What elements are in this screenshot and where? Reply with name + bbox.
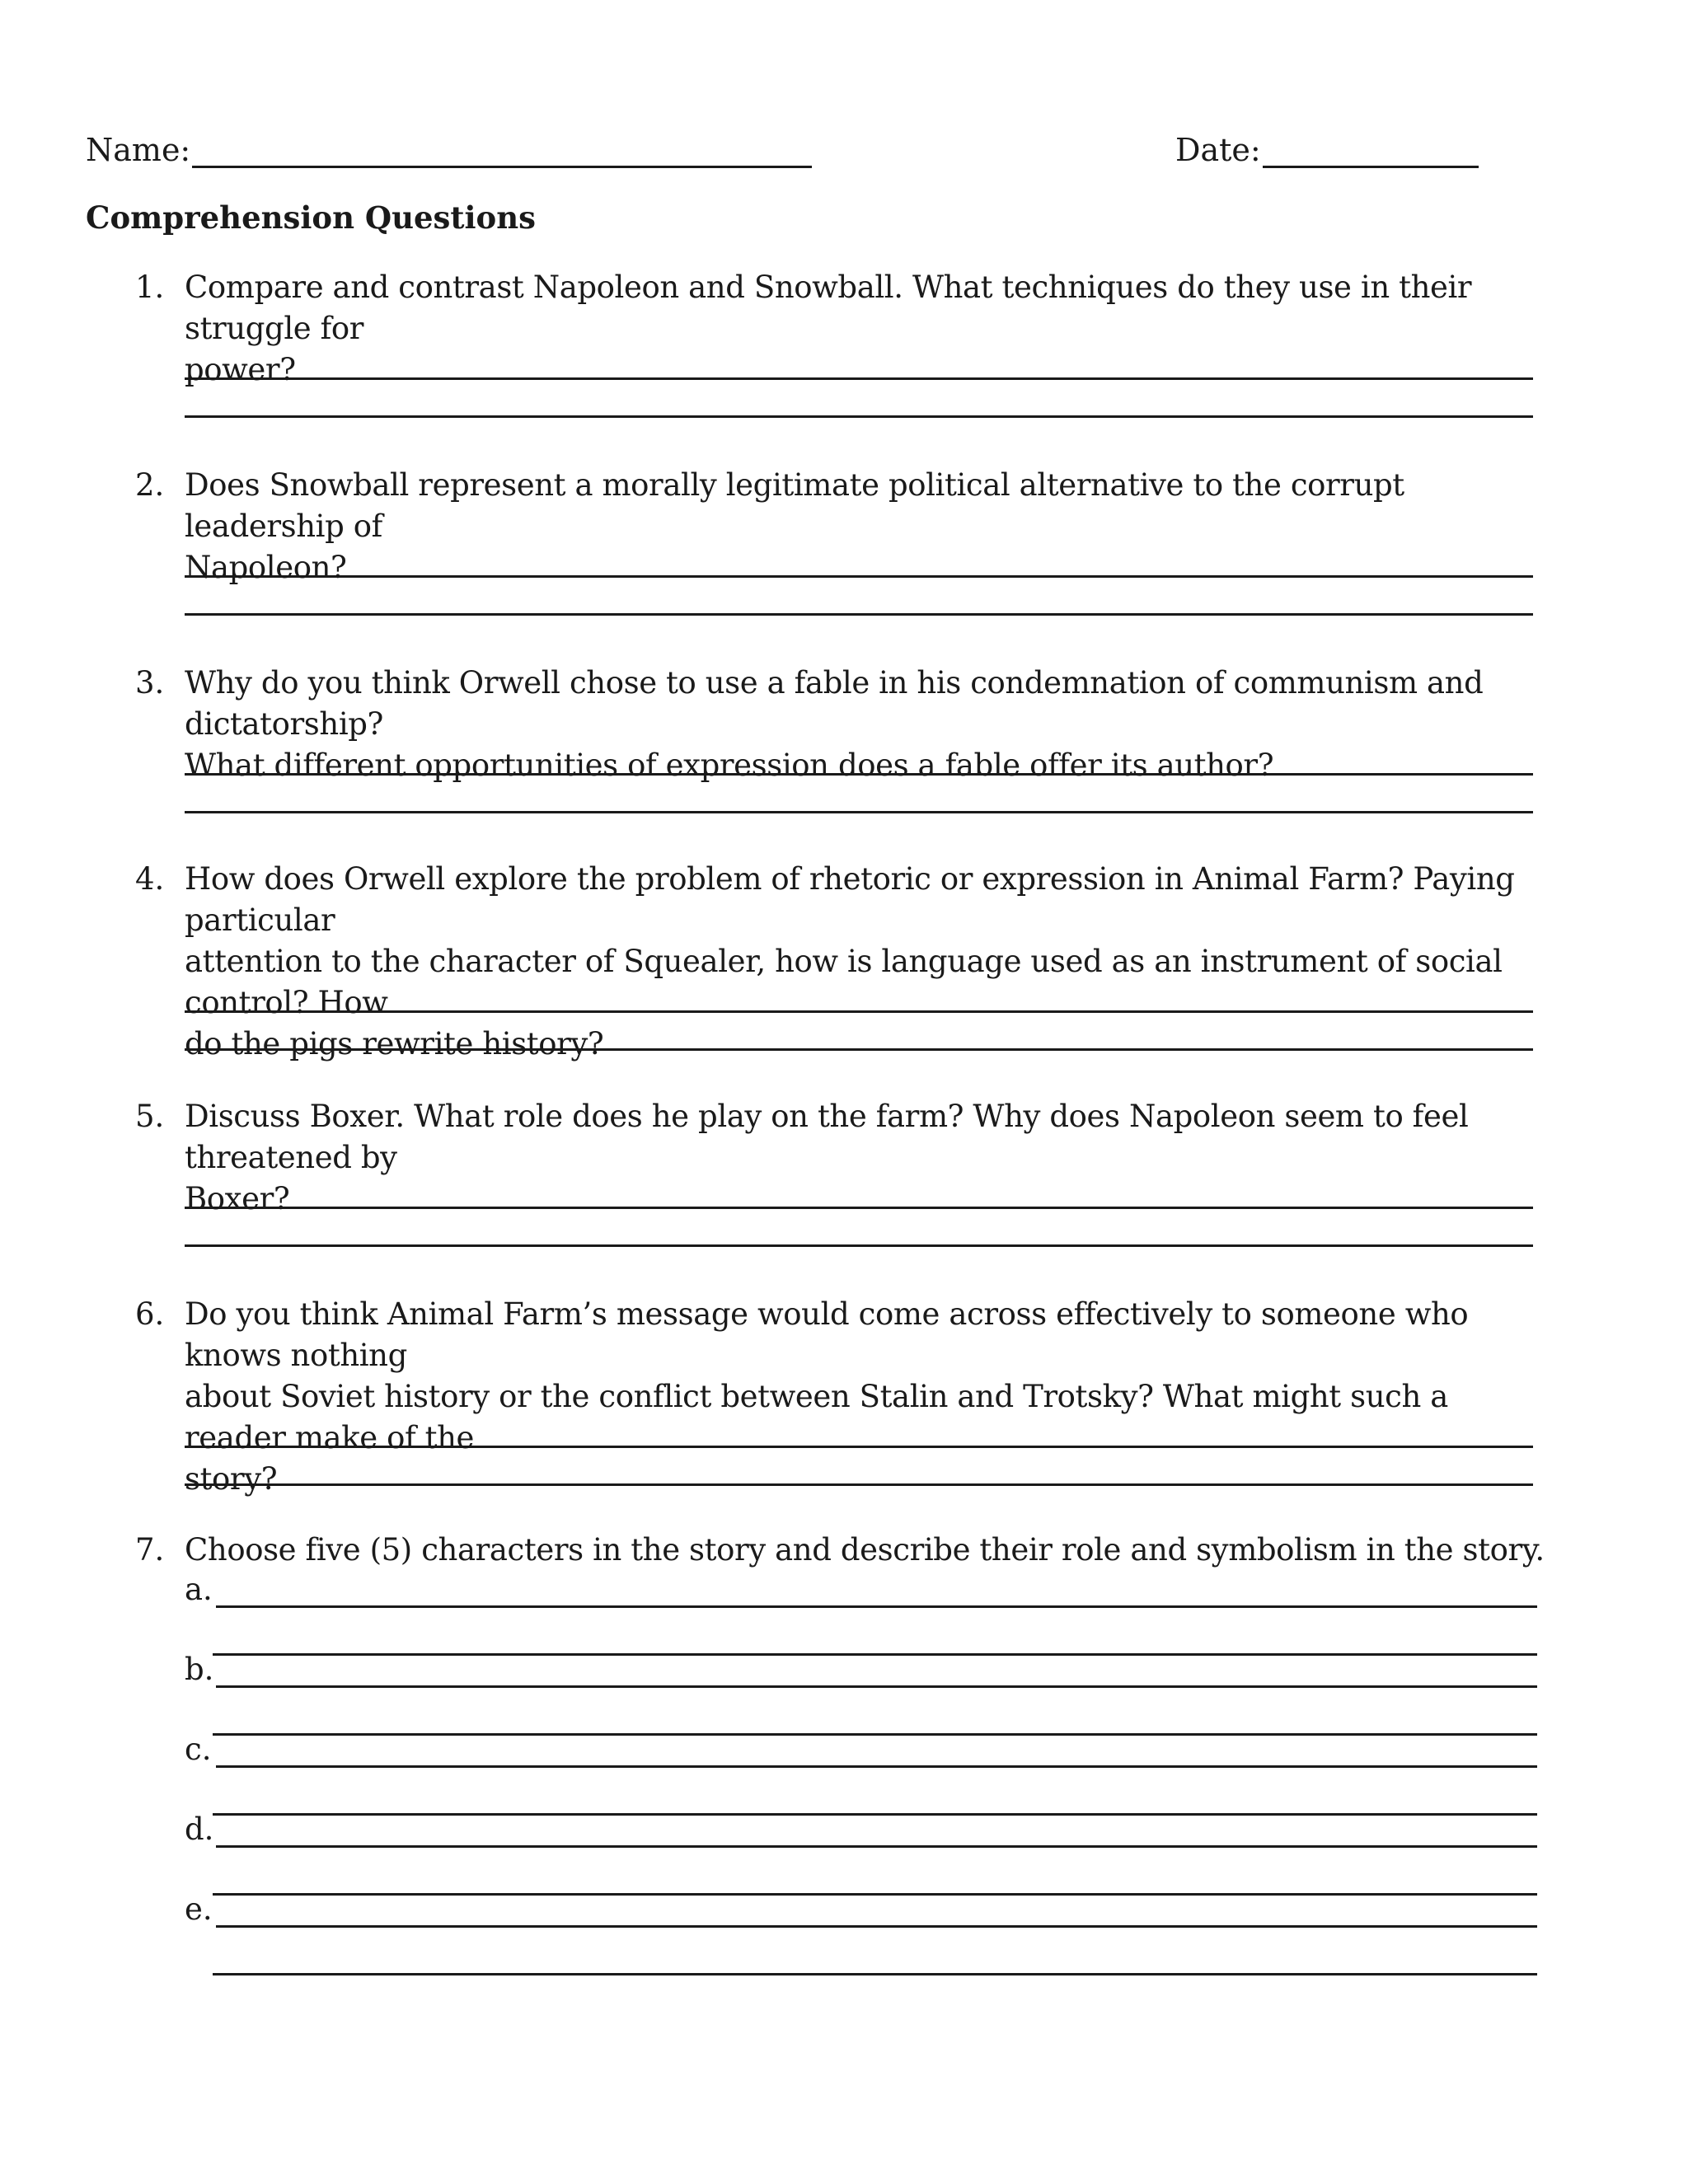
name-input-line[interactable] xyxy=(192,133,812,168)
question-number: 5. xyxy=(135,1099,165,1134)
name-field xyxy=(86,132,812,168)
answer-line[interactable] xyxy=(185,1446,1533,1448)
answer-line[interactable] xyxy=(216,1765,1537,1768)
answer-line[interactable] xyxy=(216,1685,1537,1688)
question-text xyxy=(185,1530,1553,1571)
item-letter: b. xyxy=(185,1652,214,1687)
question-number: 3. xyxy=(135,665,165,701)
question-number: 6. xyxy=(135,1296,165,1332)
question-text xyxy=(185,859,1553,1065)
answer-line[interactable] xyxy=(185,415,1533,418)
item-letter: e. xyxy=(185,1891,213,1927)
answer-line[interactable] xyxy=(213,1973,1537,1975)
answer-line[interactable] xyxy=(185,1010,1533,1013)
answer-line[interactable] xyxy=(216,1925,1537,1928)
question-text-line: How does Orwell explore the problem of rhetoric or expression in Animal Farm? Paying particular xyxy=(185,861,1515,938)
question-text-line: about Soviet history or the conflict between Stalin and Trotsky? What might such a reader make of the xyxy=(185,1379,1448,1455)
question-number: 1. xyxy=(135,269,165,305)
question-text-line: Boxer? xyxy=(185,1181,290,1216)
answer-line[interactable] xyxy=(216,1605,1537,1608)
question-text-line: do the pigs rewrite history? xyxy=(185,1026,604,1062)
answer-line[interactable] xyxy=(185,575,1533,578)
answer-line[interactable] xyxy=(185,1244,1533,1247)
question-text xyxy=(185,1294,1553,1500)
item-letter: a. xyxy=(185,1572,213,1607)
date-field xyxy=(1175,132,1479,168)
question-text-line: power? xyxy=(185,352,296,387)
answer-line[interactable] xyxy=(213,1893,1537,1896)
question-text-line: Why do you think Orwell chose to use a fable in his condemnation of communism and dictatorship? xyxy=(185,665,1484,742)
answer-line[interactable] xyxy=(216,1845,1537,1848)
question-text-line: Napoleon? xyxy=(185,550,347,585)
answer-line[interactable] xyxy=(185,811,1533,813)
section-title: Comprehension Questions xyxy=(86,199,536,236)
answer-line[interactable] xyxy=(213,1733,1537,1736)
date-input-line[interactable] xyxy=(1263,133,1479,168)
item-letter: d. xyxy=(185,1811,214,1847)
date-label: Date: xyxy=(1175,132,1261,168)
header-row xyxy=(86,132,1536,175)
question-text-line: Choose five (5) characters in the story and describe their role and symbolism in the story. xyxy=(185,1532,1545,1568)
question-text-line: story? xyxy=(185,1461,278,1497)
question-number: 2. xyxy=(135,467,165,503)
answer-line[interactable] xyxy=(185,613,1533,616)
question-text-line: What different opportunities of expression does a fable offer its author? xyxy=(185,748,1274,783)
answer-line[interactable] xyxy=(185,377,1533,380)
question-text xyxy=(185,465,1553,588)
question-text xyxy=(185,1096,1553,1220)
question-text-line: Does Snowball represent a morally legitimate political alternative to the corrupt leadership of xyxy=(185,467,1404,544)
answer-line[interactable] xyxy=(185,1048,1533,1051)
question-text xyxy=(185,267,1553,391)
answer-line[interactable] xyxy=(185,1483,1533,1486)
name-label: Name: xyxy=(86,132,191,168)
item-letter: c. xyxy=(185,1732,212,1767)
question-text-line: Discuss Boxer. What role does he play on the farm? Why does Napoleon seem to feel threatened by xyxy=(185,1099,1469,1175)
question-text-line: Do you think Animal Farm’s message would come across effectively to someone who knows nothing xyxy=(185,1296,1469,1373)
question-number: 4. xyxy=(135,861,165,897)
question-number: 7. xyxy=(135,1532,165,1568)
answer-line[interactable] xyxy=(185,773,1533,776)
answer-line[interactable] xyxy=(213,1813,1537,1816)
question-text-line: attention to the character of Squealer, how is language used as an instrument of social control? How xyxy=(185,944,1503,1020)
answer-line[interactable] xyxy=(213,1653,1537,1656)
answer-line[interactable] xyxy=(185,1207,1533,1209)
question-text xyxy=(185,663,1553,786)
question-text-line: Compare and contrast Napoleon and Snowball. What techniques do they use in their struggle for xyxy=(185,269,1472,346)
